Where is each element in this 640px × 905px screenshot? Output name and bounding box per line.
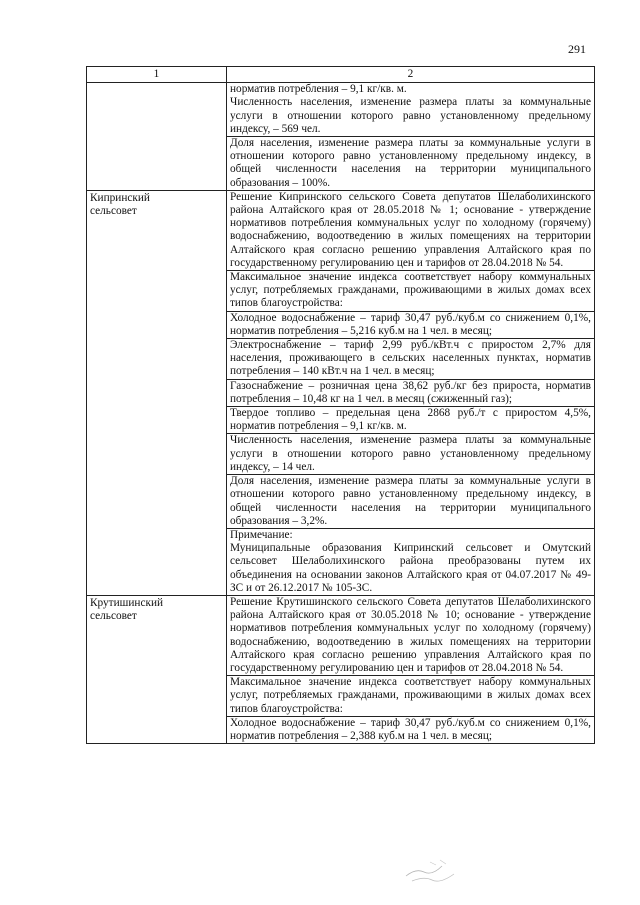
column-header: 2	[227, 67, 595, 83]
municipality-name-cell	[87, 83, 227, 191]
description-paragraph: Решение Крутишинского сельского Совета депутатов Шелаболихинского района Алтайского края от 30.05.2018 № 10; основание - утверждение нормативов потребления коммунальных услуг по холодному (горячему) водоснабжению, водоотведению в жилых помещениях на территории Алтайского края согласно решению управления Алтайского края по государственному регулированию цен и тарифов от 28.04.2018 № 54.	[230, 595, 591, 674]
description-paragraph: норматив потребления – 9,1 кг/кв. м.	[230, 83, 407, 96]
description-paragraph: Твердое топливо – предельная цена 2868 руб./т с приростом 4,5%, норматив потребления – 9,1 кг/кв. м.	[227, 406, 594, 433]
description-paragraph: Газоснабжение – розничная цена 38,62 руб./кг без прироста, норматив потребления – 10,48 кг на 1 чел. в месяц (сжиженный газ);	[227, 379, 594, 406]
description-cell	[227, 190, 595, 595]
municipality-name-line: Крутишинский	[90, 596, 164, 609]
table-row	[87, 595, 595, 743]
municipality-name-line: Кипринский	[90, 191, 150, 204]
description-paragraph: Электроснабжение – тариф 2,99 руб./кВт.ч с приростом 2,7% для населения, проживающего в сельских населенных пунктах, норматив потребления – 140 кВт.ч на 1 чел. в месяц;	[227, 338, 594, 379]
table-row	[87, 83, 595, 191]
description-paragraph: Доля населения, изменение размера платы за коммунальные услуги в отношении которого равно установленному предельному индексу, в общей численности населения на территории муниципального образования – 3,2%.	[227, 474, 594, 528]
table-row	[87, 190, 595, 595]
description-cell	[227, 595, 595, 743]
description-paragraph: Максимальное значение индекса соответствует набору коммунальных услуг, потребляемых гражданами, проживающими в жилых домах всех типов благоустройства:	[227, 270, 594, 311]
description-paragraph: Холодное водоснабжение – тариф 30,47 руб./куб.м со снижением 0,1%, норматив потребления – 2,388 куб.м на 1 чел. в месяц;	[227, 716, 594, 743]
description-paragraph: Примечание:	[227, 528, 594, 542]
column-header: 1	[87, 67, 227, 83]
data-table	[86, 66, 595, 744]
description-paragraph: Решение Кипринского сельского Совета депутатов Шелаболихинского района Алтайского края от 28.05.2018 № 1; основание - утверждение нормативов потребления коммунальных услуг по холодному (горячему) водоснабжению, водоотведению в жилых помещениях на территории Алтайского края согласно решению управления Алтайского края по государственному регулированию цен и тарифов от 28.04.2018 № 54.	[230, 190, 591, 269]
description-paragraph: Муниципальные образования Кипринский сельсовет и Омутский сельсовет Шелаболихинского района преобразованы путем их объединения на основании законов Алтайского края от 04.07.2017 № 49-ЗС и от 26.12.2017 № 105-ЗС.	[230, 542, 591, 594]
description-paragraph: Доля населения, изменение размера платы за коммунальные услуги в отношении которого равно установленному предельному индексу, в общей численности населения на территории муниципального образования – 100%.	[227, 136, 594, 190]
description-cell	[227, 83, 595, 191]
description-paragraph: Численность населения, изменение размера платы за коммунальные услуги в отношении которого равно установленному предельному индексу, – 569 чел.	[230, 96, 591, 135]
municipality-name-line: сельсовет	[90, 610, 137, 623]
municipality-name-line: сельсовет	[90, 205, 137, 218]
municipality-name-cell	[87, 190, 227, 595]
description-paragraph: Максимальное значение индекса соответствует набору коммунальных услуг, потребляемых гражданами, проживающими в жилых домах всех типов благоустройства:	[227, 675, 594, 716]
description-paragraph: Численность населения, изменение размера платы за коммунальные услуги в отношении которого равно установленному предельному индексу, – 14 чел.	[227, 433, 594, 474]
description-paragraph: Холодное водоснабжение – тариф 30,47 руб./куб.м со снижением 0,1%, норматив потребления – 5,216 куб.м на 1 чел. в месяц;	[227, 311, 594, 338]
scan-mark-icon	[402, 856, 462, 884]
page-number: 291	[568, 42, 586, 56]
municipality-name-cell	[87, 595, 227, 743]
table-header-row	[87, 67, 595, 83]
